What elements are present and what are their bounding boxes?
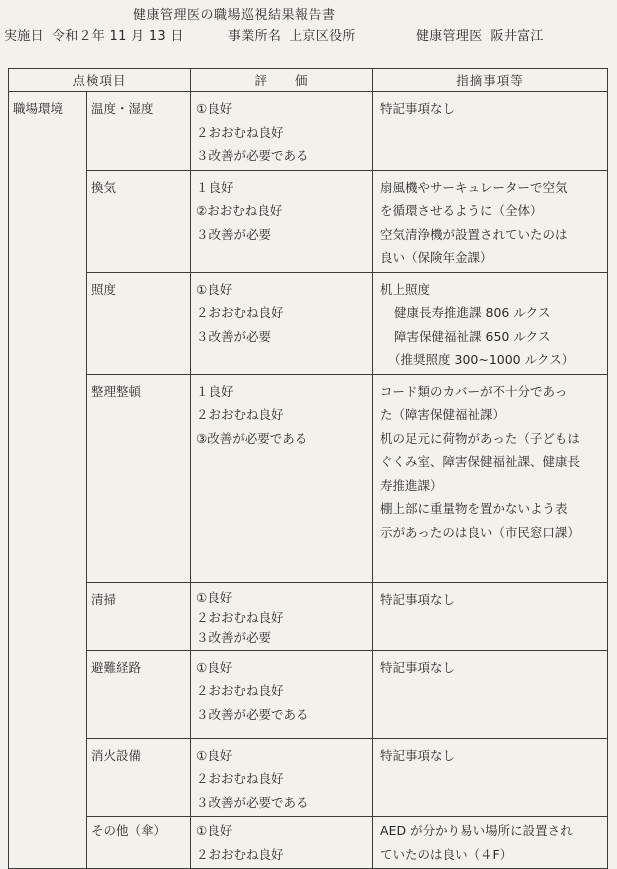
note-line: 特記事項なし bbox=[380, 659, 456, 675]
category-cell bbox=[9, 92, 87, 869]
item-cell bbox=[87, 374, 191, 582]
table-row bbox=[9, 272, 608, 374]
table-row bbox=[9, 582, 608, 650]
notes-cell bbox=[373, 92, 608, 171]
category-label: 職場環境 bbox=[13, 101, 64, 116]
note-line: 棚上部に重量物を置かないよう表 bbox=[380, 501, 568, 516]
evaluation-option: ２おおむね良好 bbox=[196, 305, 284, 320]
note-line: 机の足元に荷物があった（子どもは bbox=[380, 430, 580, 446]
office-name bbox=[228, 25, 356, 44]
evaluation-option: １良好 bbox=[196, 383, 234, 399]
table-header-row bbox=[9, 69, 608, 92]
item-label: 消火設備 bbox=[91, 747, 142, 763]
evaluation-option: ①良好 bbox=[196, 589, 233, 605]
note-line: ぐくみ室、障害保健福祉課、健康長 bbox=[380, 454, 581, 469]
note-line: 空気清浄機が設置されていたのは bbox=[380, 226, 568, 242]
note-line: ていたのは良い（４F） bbox=[380, 846, 513, 862]
evaluation-option: ①良好 bbox=[196, 281, 233, 297]
evaluation-cell bbox=[191, 650, 373, 738]
item-cell bbox=[87, 738, 191, 817]
evaluation-option: ３改善が必要である bbox=[196, 794, 309, 810]
evaluation-option: ２おおむね良好 bbox=[196, 407, 284, 422]
item-label: 換気 bbox=[91, 179, 117, 195]
evaluation-cell bbox=[191, 738, 373, 817]
notes-cell bbox=[373, 170, 608, 272]
evaluation-option: ２おおむね良好 bbox=[196, 846, 284, 862]
table-row bbox=[9, 817, 608, 869]
note-line: 特記事項なし bbox=[380, 747, 456, 763]
evaluation-option: ①良好 bbox=[196, 747, 233, 763]
header-notes: 指摘事項等 bbox=[373, 69, 608, 92]
evaluation-cell bbox=[191, 374, 373, 582]
note-line: 机上照度 bbox=[380, 281, 431, 297]
evaluation-cell bbox=[191, 817, 373, 869]
item-label: その他（傘） bbox=[91, 823, 167, 838]
evaluation-option: ３改善が必要 bbox=[196, 328, 272, 344]
evaluation-cell bbox=[191, 272, 373, 374]
note-line: 特記事項なし bbox=[380, 101, 456, 116]
report-title: 健康管理医の職場巡視結果報告書 bbox=[133, 8, 336, 23]
doctor-label: 健康管理医 bbox=[416, 29, 483, 44]
item-cell bbox=[87, 170, 191, 272]
table-row bbox=[9, 738, 608, 817]
date-label: 実施日 bbox=[4, 29, 44, 44]
evaluation-option: ３改善が必要である bbox=[196, 148, 309, 163]
item-cell bbox=[87, 272, 191, 374]
health-doctor bbox=[416, 25, 544, 44]
note-line: 寿推進課） bbox=[380, 477, 443, 493]
note-line: 健康長寿推進課 806 ルクス bbox=[394, 305, 551, 320]
evaluation-option: ①良好 bbox=[196, 659, 233, 675]
item-label: 避難経路 bbox=[91, 659, 142, 675]
office-value: 上京区役所 bbox=[289, 29, 356, 44]
notes-cell bbox=[373, 650, 608, 738]
item-cell bbox=[87, 650, 191, 738]
note-line: 示があったのは良い（市民窓口課） bbox=[380, 524, 580, 540]
office-label: 事業所名 bbox=[228, 29, 282, 44]
evaluation-option: ３改善が必要 bbox=[196, 226, 272, 242]
table-row bbox=[9, 650, 608, 738]
evaluation-option: ②おおむね良好 bbox=[196, 203, 283, 218]
header-evaluation: 評 価 bbox=[191, 69, 373, 92]
item-cell bbox=[87, 817, 191, 869]
notes-cell bbox=[373, 582, 608, 650]
notes-cell bbox=[373, 738, 608, 817]
notes-cell bbox=[373, 374, 608, 582]
note-line: 良い（保険年金課） bbox=[380, 250, 493, 265]
item-label: 整理整頓 bbox=[91, 383, 142, 399]
item-cell bbox=[87, 92, 191, 171]
inspection-date bbox=[4, 25, 184, 44]
evaluation-option: ３改善が必要 bbox=[196, 629, 272, 645]
evaluation-cell bbox=[191, 170, 373, 272]
note-line: （推奨照度 300~1000 ルクス） bbox=[388, 352, 575, 367]
inspection-table bbox=[8, 68, 608, 869]
evaluation-option: ③改善が必要である bbox=[196, 430, 308, 446]
note-line: を循環させるように（全体） bbox=[380, 203, 543, 218]
table-row bbox=[9, 170, 608, 272]
note-line: コード類のカバーが不十分であっ bbox=[380, 383, 568, 399]
table-row bbox=[9, 92, 608, 171]
evaluation-option: ①良好 bbox=[196, 823, 233, 838]
evaluation-option: ２おおむね良好 bbox=[196, 771, 284, 786]
table-row bbox=[9, 374, 608, 582]
item-label: 照度 bbox=[91, 281, 117, 297]
evaluation-cell bbox=[191, 582, 373, 650]
note-line: AED が分かり易い場所に設置され bbox=[380, 823, 573, 838]
notes-cell bbox=[373, 272, 608, 374]
evaluation-option: ３改善が必要である bbox=[196, 706, 309, 722]
item-label: 清掃 bbox=[91, 591, 117, 607]
evaluation-option: ２おおむね良好 bbox=[196, 609, 284, 625]
note-line: 障害保健福祉課 650 ルクス bbox=[394, 328, 551, 344]
evaluation-cell bbox=[191, 92, 373, 171]
notes-cell bbox=[373, 817, 608, 869]
item-label: 温度・湿度 bbox=[91, 101, 154, 116]
note-line: た（障害保健福祉課） bbox=[380, 407, 506, 422]
evaluation-option: １良好 bbox=[196, 179, 234, 195]
evaluation-option: ２おおむね良好 bbox=[196, 683, 284, 698]
note-line: 特記事項なし bbox=[380, 591, 456, 607]
doctor-value: 阪井富江 bbox=[490, 29, 544, 44]
note-line: 扇風機やサーキュレーターで空気 bbox=[380, 179, 568, 195]
header-check-item: 点検項目 bbox=[9, 69, 191, 92]
date-value: 令和２年 11 月 13 日 bbox=[51, 29, 184, 44]
evaluation-option: ２おおむね良好 bbox=[196, 124, 284, 140]
evaluation-option: ①良好 bbox=[196, 101, 233, 116]
item-cell bbox=[87, 582, 191, 650]
